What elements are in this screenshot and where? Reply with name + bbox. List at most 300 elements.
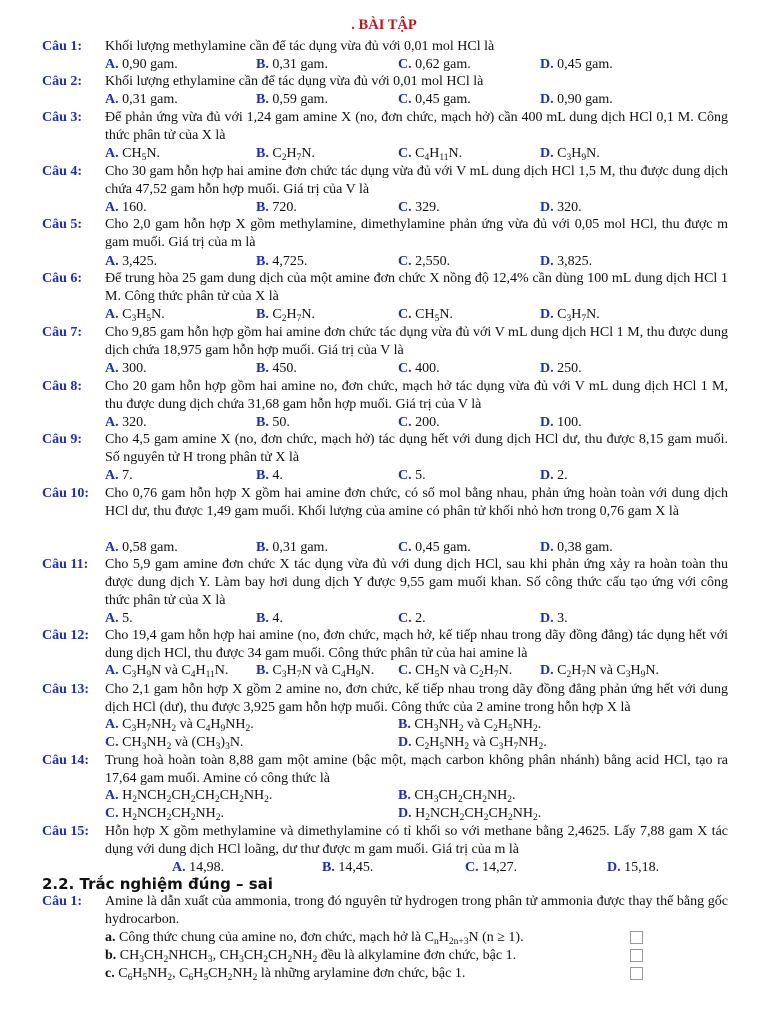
option-d[interactable] [540,467,568,485]
tf-question-label: Câu 1: [42,894,83,909]
option-text: N và C [151,663,191,678]
subscript: 2 [532,813,538,823]
option-letter: D. [540,663,554,678]
option-d[interactable] [540,539,613,557]
option-text: NH [243,788,265,803]
option-text: H [136,717,147,732]
option-text: H [195,663,206,678]
option-letter: D. [540,611,554,626]
option-text: H [210,717,221,732]
page-title: . BÀI TẬP [351,17,417,33]
option-letter: A. [105,415,119,430]
option-text: 160. [118,200,147,215]
option-text: NH [225,717,246,732]
option-text: H [483,663,494,678]
option-text: 0,31 gam. [118,92,178,107]
statement-text: CH [243,948,264,963]
option-letter: B. [256,361,269,376]
option-c[interactable] [398,306,453,324]
option-text: N. [498,663,513,678]
option-text: C [268,663,282,678]
option-a[interactable] [105,360,147,378]
option-text: 5. [411,468,426,483]
subscript: 2 [167,973,173,983]
option-letter: B. [398,717,411,732]
subscript: 7 [146,724,152,734]
option-letter: A. [105,254,119,269]
option-text: H [286,307,297,322]
option-text: H [118,806,133,821]
option-a[interactable] [105,56,178,74]
option-text: CH [118,146,142,161]
option-d[interactable] [540,662,659,680]
option-text: H [429,146,440,161]
answer-checkbox[interactable] [630,931,643,944]
option-text: và C [469,735,499,750]
subscript: 3 [139,955,144,965]
subscript: 3 [433,724,439,734]
subscript: 2 [493,724,498,734]
option-letter: C. [398,57,412,72]
option-letter: C. [398,92,412,107]
option-text: H [571,146,582,161]
option-letter: D. [540,200,554,215]
subscript: 2 [163,955,169,965]
option-text: 2,550. [411,254,451,269]
option-d[interactable] [540,414,582,432]
subscript: 2 [464,742,470,752]
statement-text: H [438,930,449,945]
option-letter: A. [172,860,186,875]
option-c[interactable] [398,145,462,163]
option-text: CH [219,788,240,803]
subscript: 2 [214,795,220,805]
subscript: 5 [203,973,209,983]
question-label: Câu 14: [42,753,90,768]
question-text: Khối lượng methylamine cần để tác dụng vừa đủ với 0,01 mol HCl là [105,39,495,54]
option-letter: D. [398,735,412,750]
option-c[interactable] [398,414,440,432]
option-text: H [136,307,147,322]
option-text: NCH [430,806,460,821]
option-text: 3. [553,611,568,626]
option-text: và (CH [171,735,216,750]
option-a[interactable] [105,716,254,734]
option-c[interactable] [465,859,517,877]
option-c[interactable] [398,360,440,378]
subscript: 3 [131,314,137,324]
subscript: 2 [190,795,196,805]
subscript: 9 [355,670,361,680]
option-letter: A. [105,307,119,322]
subscript: 7 [296,314,302,324]
option-b[interactable] [256,91,328,109]
option-text: C [268,146,282,161]
option-c[interactable] [398,56,471,74]
option-d[interactable] [540,610,568,628]
option-text: H [345,663,356,678]
subscript: 2 [458,795,463,805]
option-letter: B. [256,146,269,161]
option-text: CH [410,788,434,803]
subscript: 2 [458,724,464,734]
option-b[interactable] [256,662,374,680]
option-text: 400. [411,361,440,376]
subscript: 4 [340,670,346,680]
subscript: 3 [433,795,439,805]
option-letter: D. [607,860,621,875]
subscript: 5 [439,742,445,752]
option-text: N. [301,307,315,322]
option-letter: B. [256,663,269,678]
option-text: 0,45 gam. [411,92,471,107]
tf-statement-a [105,929,625,947]
statement-text: CH [144,948,164,963]
subscript: 2 [483,813,489,823]
question-text: Cho 2,0 gam hỗn hợp X gồm methylamine, dimethylamine phản ứng vừa đủ với 0,05 mol HCl, thu được m gam muối. Giá trị của m là [105,217,728,250]
option-b[interactable] [256,414,290,432]
subscript: 2 [263,955,269,965]
statement-text: NH [292,948,313,963]
option-text: NH [512,806,533,821]
option-letter: D. [540,468,554,483]
option-b[interactable] [256,145,315,163]
subscript: 2n+3 [448,937,469,947]
option-letter: D. [540,361,554,376]
option-text: 15,18. [620,860,660,875]
option-b[interactable] [398,787,515,805]
option-letter: D. [540,57,554,72]
option-b[interactable] [256,56,328,74]
option-letter: B. [398,788,411,803]
statement-letter: b. [105,948,117,963]
statement-text: NHCH [168,948,208,963]
option-letter: B. [256,57,269,72]
subscript: 5 [146,314,152,324]
subscript: 4 [205,724,211,734]
subscript: 9 [146,670,152,680]
option-text: H [571,307,582,322]
answer-checkbox[interactable] [630,967,643,980]
question-text: Cho 20 gam hỗn hợp gồm hai amine no, đơn chức, mạch hở tác dụng vừa đủ với V mL dung dịch HCl 1 M, thu được dung dịch chứa 31,68 gam hỗn hợp muối. Giá trị của V là [105,379,728,412]
statement-text: NH [232,966,253,981]
option-letter: D. [540,254,554,269]
option-text: N. [360,663,375,678]
option-a[interactable] [105,306,165,324]
option-a[interactable] [105,662,228,680]
question-text: Cho 2,1 gam hỗn hợp X gồm 2 amine no, đơn chức, kế tiếp nhau trong dãy đồng đẳng phản ứng hết với dung dịch HCl (dư), thu được 3,925 gam hỗn hợp muối. Công thức của 2 amine trong hỗn hợp X là [105,682,728,715]
subscript: 2 [507,795,512,805]
option-c[interactable] [398,467,426,485]
option-text: C [118,717,132,732]
option-letter: A. [105,717,119,732]
option-text: H [136,663,147,678]
option-text: 2. [411,611,426,626]
subscript: 11 [205,670,215,680]
option-b[interactable] [322,859,373,877]
option-d[interactable] [540,199,582,217]
option-text: 3,425. [118,254,158,269]
option-c[interactable] [398,610,426,628]
subscript: 2 [215,813,221,823]
question-label: Câu 4: [42,164,83,179]
question-text: Để trung hòa 25 gam dung dịch của một amine đơn chức X nồng độ 12,4% cần dùng 100 mL dung dịch HCl 1 M. Công thức phân tử của X là [105,271,728,304]
question-text: Cho 19,4 gam hỗn hợp hai amine (no, đơn chức, mạch hở, kế tiếp nhau trong dãy đồng đẳng) tác dụng hết với dung dịch HCl, thu được 34 gam muối. Công thức phân tử của hai amine là [105,628,728,661]
subscript: 5 [507,724,513,734]
subscript: 4 [424,153,430,163]
option-letter: B. [256,254,269,269]
subscript: 2 [190,813,196,823]
subscript: 7 [581,314,587,324]
question-label: Câu 13: [42,682,90,697]
subscript: 7 [581,670,587,680]
statement-letter: a. [105,930,116,945]
option-text: 0,45 gam. [553,57,613,72]
statement-text: , CH [212,948,240,963]
option-letter: C. [398,415,412,430]
option-letter: C. [398,254,412,269]
subscript: 5 [434,314,440,324]
option-b[interactable] [256,467,283,485]
option-d[interactable] [540,56,613,74]
option-c[interactable] [105,734,243,752]
option-d[interactable] [540,145,600,163]
option-text: CH [411,307,435,322]
subscript: 6 [188,973,194,983]
option-c[interactable] [398,199,440,217]
option-text: . [250,717,254,732]
option-letter: D. [540,540,554,555]
subscript: 3 [215,742,221,752]
option-a[interactable] [105,414,147,432]
option-text: N. [645,663,660,678]
question-label: Câu 1: [42,39,83,54]
option-text: C [553,307,567,322]
option-letter: D. [540,146,554,161]
statement-text: C [114,966,128,981]
option-text: 0,31 gam. [268,57,328,72]
option-text: 300. [118,361,147,376]
answer-checkbox[interactable] [630,949,643,962]
subscript: 2 [566,670,572,680]
option-a[interactable] [105,199,147,217]
question-label: Câu 11: [42,557,89,572]
subscript: 3 [625,670,631,680]
subscript: 2 [132,813,137,823]
subscript: 7 [493,670,499,680]
option-text: NH [512,717,533,732]
statement-text: CH [208,966,228,981]
option-d[interactable] [398,805,541,823]
option-text: N. [586,146,600,161]
option-text: N. [301,146,315,161]
option-d[interactable] [398,734,547,752]
subscript: 2 [312,955,318,965]
option-letter: B. [256,307,269,322]
subscript: 3 [566,314,572,324]
option-d[interactable] [607,859,659,877]
option-text: 0,58 gam. [118,540,178,555]
option-text: 100. [553,415,582,430]
option-text: N. [439,307,453,322]
subscript: 9 [640,670,646,680]
option-text: CH [464,806,484,821]
option-letter: C. [398,307,412,322]
option-b[interactable] [256,253,307,271]
option-letter: A. [105,663,119,678]
option-letter: B. [256,92,269,107]
subscript: 2 [287,955,293,965]
option-text: và C [463,717,494,732]
subscript: 2 [227,973,233,983]
option-text: 14,27. [478,860,518,875]
option-text: 450. [268,361,297,376]
option-text: N. [214,663,229,678]
option-d[interactable] [540,360,582,378]
option-b[interactable] [256,610,283,628]
option-c[interactable] [398,662,512,680]
option-text: CH [488,806,508,821]
option-c[interactable] [105,805,224,823]
subscript: 2 [239,795,244,805]
option-a[interactable] [105,539,178,557]
option-letter: A. [105,468,119,483]
option-c[interactable] [398,539,471,557]
subscript: 2 [281,314,287,324]
question-label: Câu 12: [42,628,90,643]
option-a[interactable] [105,787,272,805]
option-letter: C. [398,611,412,626]
subscript: 3 [131,670,137,680]
option-text: 0,62 gam. [411,57,471,72]
question-text: Để phản ứng vừa đủ với 1,24 gam amine X (no, đơn chức, mạch hở) cần 400 mL dung dịch HCl 0,1 M. Công thức phân tử của X là [105,110,728,143]
option-d[interactable] [540,306,600,324]
option-text: H [503,735,514,750]
subscript: 2 [425,813,430,823]
subscript: 2 [166,742,172,752]
option-a[interactable] [105,91,178,109]
question-text: Khối lượng ethylamine cần để tác dụng vừa đủ với 0,01 mol HCl là [105,74,484,89]
question-label: Câu 3: [42,110,83,125]
option-letter: A. [105,788,119,803]
option-letter: B. [256,415,269,430]
option-text: . [543,735,547,750]
subscript: 3 [225,742,230,752]
option-a[interactable] [105,253,157,271]
tf-statement-c [105,965,625,983]
option-text: C [411,735,425,750]
option-d[interactable] [540,253,592,271]
option-text: H [497,717,508,732]
statement-text: NH [147,966,168,981]
option-text: H [411,806,426,821]
option-text: 50. [268,415,290,430]
option-text: NCH [137,788,167,803]
statement-text: CH [116,948,140,963]
option-b[interactable] [398,716,541,734]
option-text: 14,45. [334,860,374,875]
option-letter: A. [105,57,119,72]
subscript: 3 [281,670,287,680]
option-text: NH [146,735,167,750]
option-text: 0,90 gam. [553,92,613,107]
option-text: NCH [137,806,167,821]
option-b[interactable] [256,539,328,557]
subscript: 2 [459,813,465,823]
question-text: Trung hoà hoàn toàn 8,88 gam một amine (bậc một, mạch carbon không phân nhánh) bằng acid HCl, tạo ra 17,64 gam muối. Amine có công thức là [105,753,728,786]
option-text: và C [176,717,206,732]
subscript: 2 [538,742,544,752]
option-letter: C. [105,806,119,821]
question-text: Cho 5,9 gam amine đơn chức X tác dụng vừa đủ với dung dịch HCl, sau khi phản ứng xảy ra hoàn toàn thu được dung dịch Y. Làm bay hơi dung dịch Y được 9,55 gam muối khan. Số công thức cấu tạo ứng với công thức phân tử của X là [105,557,728,608]
subscript: 2 [132,795,137,805]
option-c[interactable] [398,91,471,109]
subscript: 5 [142,973,148,983]
option-text: NH [151,717,172,732]
question-label: Câu 8: [42,379,83,394]
option-text: 5. [118,611,133,626]
option-c[interactable] [398,253,450,271]
option-text: H [571,663,582,678]
option-b[interactable] [256,199,297,217]
statement-text: là những arylamine đơn chức, bậc 1. [257,966,466,981]
option-text: N. [586,307,600,322]
option-letter: C. [465,860,479,875]
subscript: 5 [141,153,147,163]
question-text: Cho 4,5 gam amine X (no, đơn chức, mạch hở) tác dụng hết với dung dịch HCl dư, thu được 8,15 gam muối. Số nguyên tử H trong phân tử X là [105,432,728,465]
option-letter: B. [256,611,269,626]
subscript: 3 [207,955,213,965]
option-letter: A. [105,361,119,376]
subscript: 2 [171,724,177,734]
subscript: 7 [296,153,302,163]
subscript: 3 [498,742,504,752]
statement-text: H [132,966,143,981]
option-text: N. [151,307,165,322]
option-letter: A. [105,611,119,626]
subscript: 5 [434,670,440,680]
option-b[interactable] [256,306,315,324]
option-text: H [429,735,440,750]
option-text: CH [411,663,435,678]
subscript: 2 [264,795,269,805]
subscript: 2 [166,795,172,805]
option-a[interactable] [105,467,133,485]
option-a[interactable] [105,610,133,628]
option-text: 4. [268,468,283,483]
question-text: Hỗn hợp X gồm methylamine và dimethylamine có tỉ khối so với methane bằng 2,4625. Lấy 7,88 gam X tác dụng với dung dịch HCl loãng, dư thư được m gam muối. Giá trị của m là [105,824,728,857]
option-b[interactable] [256,360,297,378]
question-label: Câu 15: [42,824,90,839]
question-text: Cho 30 gam hỗn hợp hai amine đơn chức tác dụng vừa đủ với V mL dung dịch HCl 1,5 M, thu được dung dịch chứa 47,52 gam hỗn hợp muối. Giá trị của V là [105,164,728,197]
option-text: C [411,146,425,161]
option-text: NH [444,735,465,750]
option-letter: C. [398,200,412,215]
statement-text: H [193,966,204,981]
option-letter: C. [398,361,412,376]
option-letter: A. [105,200,119,215]
option-text: N. [146,146,160,161]
option-text: 4,725. [268,254,308,269]
option-text: N. [448,146,463,161]
option-a[interactable] [105,145,160,163]
statement-text: , C [172,966,189,981]
option-text: . [268,788,273,803]
option-text: 0,45 gam. [411,540,471,555]
option-text: 7. [118,468,133,483]
option-text: NH [486,788,508,803]
option-d[interactable] [540,91,613,109]
